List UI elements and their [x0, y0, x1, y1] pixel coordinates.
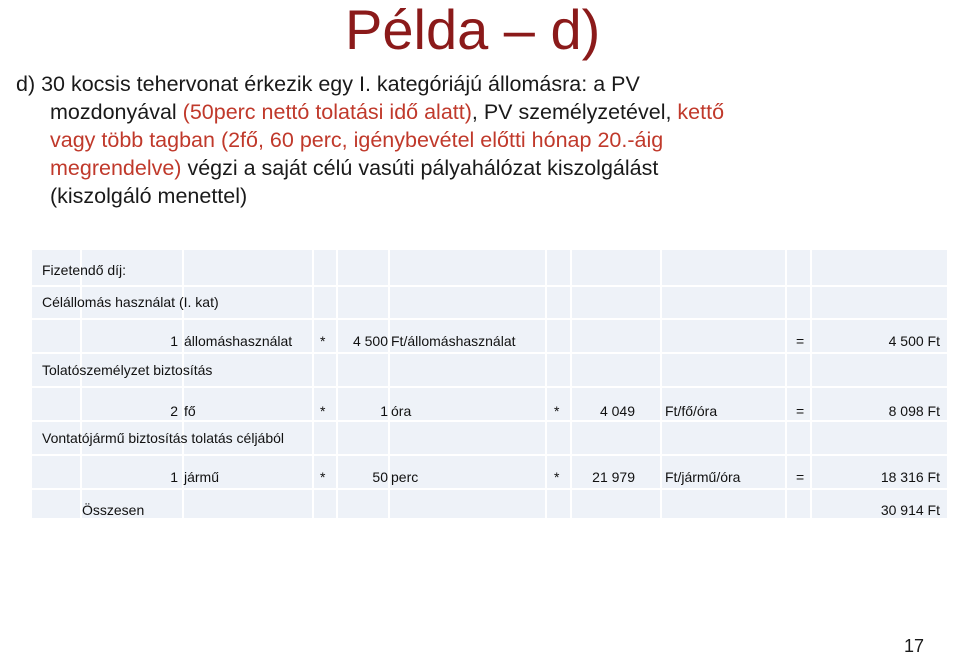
statement-line-4 — [16, 154, 946, 182]
statement-line-2 — [16, 98, 946, 126]
table-row-divider — [32, 454, 947, 456]
table-column-divider — [312, 250, 314, 518]
crew-time-qty: 1 — [380, 403, 388, 419]
station-total: 4 500 Ft — [888, 333, 940, 349]
table-column-divider — [785, 250, 787, 518]
crew-qty: 2 — [170, 403, 178, 419]
crew-rate-unit: Ft/fő/óra — [665, 403, 718, 419]
sum-total: 30 914 Ft — [880, 502, 940, 518]
page-number: 17 — [903, 636, 924, 656]
table-row-divider — [32, 420, 947, 422]
equals-sign: = — [796, 469, 805, 485]
slide-title: Példa – d) — [345, 0, 601, 61]
loco-total: 18 316 Ft — [880, 469, 940, 485]
destination-label: Célállomás használat (I. kat) — [42, 294, 219, 310]
loco-time-unit: perc — [391, 469, 419, 485]
table-row-divider — [32, 386, 947, 388]
multiply-sign: * — [320, 469, 326, 485]
fee-label: Fizetendő díj: — [42, 262, 127, 278]
sum-label: Összesen — [82, 502, 145, 518]
table-column-divider — [545, 250, 547, 518]
crew-unit: fő — [184, 403, 196, 419]
table-row-divider — [32, 285, 947, 287]
equals-sign: = — [796, 403, 805, 419]
highlight-segment: vagy több tagban (2fő, 60 perc, — [50, 128, 354, 152]
multiply-sign: * — [320, 403, 326, 419]
table-column-divider — [810, 250, 812, 518]
loco-rate-unit: Ft/jármű/óra — [665, 469, 741, 485]
highlight-segment: kettő — [677, 100, 725, 124]
problem-statement — [16, 70, 946, 210]
highlight-segment: megrendelve) — [50, 156, 182, 180]
highlight-segment: -áig — [627, 128, 664, 152]
table-column-divider — [570, 250, 572, 518]
statement-line-3 — [16, 126, 946, 154]
crew-time-unit: óra — [391, 403, 412, 419]
crew-total: 8 098 Ft — [888, 403, 940, 419]
loco-time-qty: 50 — [372, 469, 388, 485]
station-qty: 1 — [170, 333, 178, 349]
station-rate: 4 500 — [352, 333, 388, 349]
loco-label: Vontatójármű biztosítás tolatás céljából — [42, 430, 285, 446]
multiply-sign: * — [320, 333, 326, 349]
equals-sign: = — [796, 333, 805, 349]
table-row-divider — [32, 488, 947, 490]
loco-rate: 21 979 — [592, 469, 635, 485]
highlight-segment: igénybevétel előtti hónap 20. — [353, 128, 628, 152]
loco-unit: jármű — [184, 469, 220, 485]
table-row-divider — [32, 318, 947, 320]
text-segment: mozdonyával — [50, 100, 183, 124]
table-column-divider — [660, 250, 662, 518]
highlight-segment: (50perc nettó tolatási idő alatt) — [182, 100, 472, 124]
multiply-sign: * — [554, 469, 560, 485]
crew-rate: 4 049 — [599, 403, 635, 419]
loco-qty: 1 — [170, 469, 178, 485]
statement-line-5: (kiszolgáló menettel) — [50, 184, 248, 208]
station-rate-unit: Ft/állomáshasználat — [391, 333, 516, 349]
table-row-divider — [32, 352, 947, 354]
crew-label: Tolatószemélyzet biztosítás — [42, 362, 213, 378]
station-unit: állomáshasználat — [184, 333, 293, 349]
multiply-sign: * — [554, 403, 560, 419]
statement-line-1: d) 30 kocsis tehervonat érkezik egy I. kategóriájú állomásra: a PV — [16, 72, 640, 96]
table-column-divider — [388, 250, 390, 518]
text-segment: , PV személyzetével, — [471, 100, 678, 124]
table-column-divider — [80, 250, 82, 518]
text-segment: végzi a saját célú vasúti pályahálózat kiszolgálást — [181, 156, 659, 180]
